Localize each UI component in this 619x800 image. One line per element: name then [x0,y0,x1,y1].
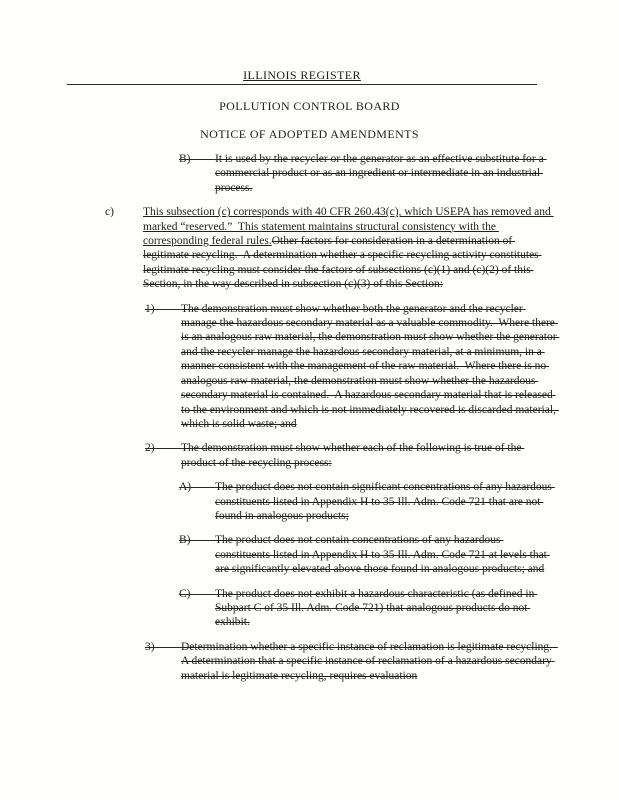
text-run-strike: The product does not exhibit a hazardous characteristic (as defined in Subpart C of 35 Ill. Adm. Code 721) that analogous products do not exhibit. [215,587,538,629]
list-item [0,587,619,630]
list-item [0,302,619,432]
list-item [0,533,619,576]
notice-title: NOTICE OF ADOPTED AMENDMENTS [200,127,419,141]
text-run-underline: This subsection (c) corresponds with 40 CFR 260.43(c), which USEPA has removed and marked “reserved.” This statement maintains structural consistency with the corresponding federal rules. [143,206,554,248]
item-label: 1) [145,302,181,316]
text-run-strike: The product does not contain significant concentrations of any hazardous constituents listed in Appendix H to 35 Ill. Adm. Code 721 that are not found in analogous products; [215,481,555,522]
agency-title: POLLUTION CONTROL BOARD [219,99,400,113]
item-text [143,206,554,290]
text-run-strike: The demonstration must show whether both the generator and the recycler manage the hazardous secondary material as a valuable commodity. Where there is an analogous raw material, the demonstration must show whether the generator and the recycler manage the hazardous secondary material, at a minimum, in a manner consistent with the management of the raw material. Where there is no analogous raw material, the demonstration must show whether the hazardous secondary material is contained. A hazardous secondary material that is released to the environment and which is not immediately recovered is discarded material, which is solid waste; and [181,302,560,430]
list-item [0,480,619,523]
publication-title: ILLINOIS REGISTER [243,68,361,82]
list-item [0,441,619,470]
item-label: B) [179,152,215,166]
list-item [0,205,619,291]
list-item [0,152,619,195]
text-run-strike: The product does not contain concentrations of any hazardous constituents listed in Appendix H to 35 Ill. Adm. Code 721 at levels that are significantly elevated above those found in analogous products; and [215,534,550,576]
text-run-strike: Other factors for consideration in a determination of legitimate recycling. A determination whether a specific recycling activity constitutes legitimate recycling must consider the factors of subsections (c)(1) and (c)(2) of this Section, in the way described in subsection (c)(3) of this Section: [143,235,542,291]
item-text [215,588,537,629]
item-label: C) [179,587,215,601]
item-label: 3) [145,640,181,654]
amendment-items [0,152,619,693]
item-label: c) [105,206,114,219]
item-text [215,481,555,522]
text-run-strike: It is used by the recycler or the generator as an effective substitute for a commercial product or as an ingredient or intermediate in an industrial process. [215,153,547,194]
text-run-strike: Determination whether a specific instance of reclamation is legitimate recycling. A determination that a specific instance of reclamation of a hazardous secondary material is legitimate recycling, requires evaluation [181,640,558,682]
item-text [181,641,558,682]
masthead [67,68,537,85]
item-text [215,534,550,575]
item-label: 2) [145,441,181,455]
item-label: A) [179,480,215,494]
item-text [181,442,524,468]
text-run-strike: The demonstration must show whether each of the following is true of the product of the recycling process: [181,442,525,469]
item-text [215,153,547,194]
list-item [0,640,619,683]
item-label: B) [179,533,215,547]
item-text [181,303,559,430]
